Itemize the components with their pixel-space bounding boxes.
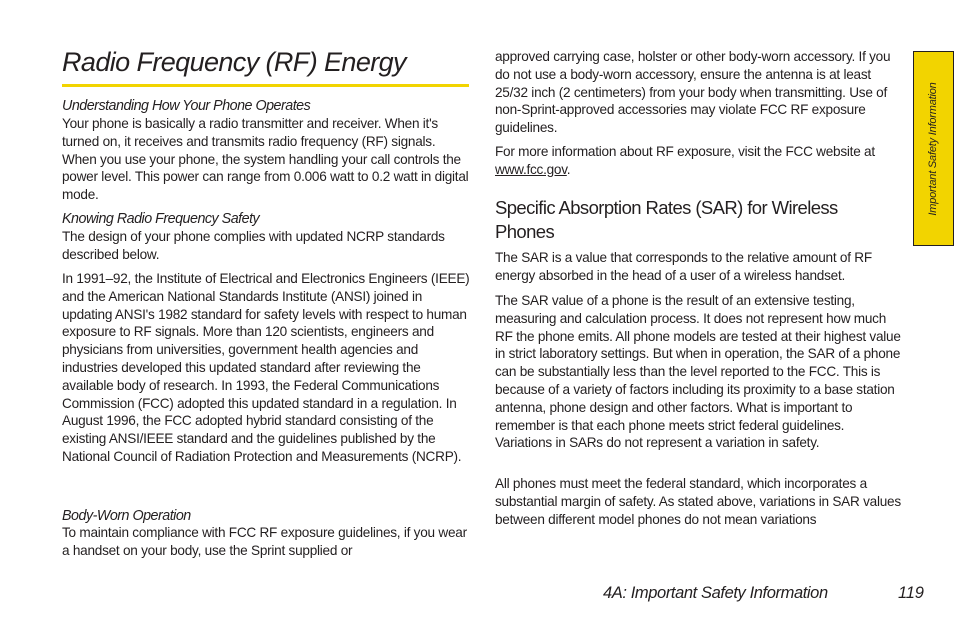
side-tab	[913, 51, 954, 246]
side-tab-label: Important Safety Information	[927, 82, 939, 216]
heading-understanding: Understanding How Your Phone Operates	[62, 98, 311, 114]
page-title: Radio Frequency (RF) Energy	[62, 47, 406, 77]
heading-knowing-rf-safety: Knowing Radio Frequency Safety	[62, 211, 260, 227]
more-info-text: For more information about RF exposure, visit the FCC website at	[495, 144, 875, 159]
fcc-website-link[interactable]: www.fcc.gov	[495, 161, 567, 177]
more-info-period: .	[566, 161, 571, 177]
page-number: 119	[898, 584, 924, 602]
paragraph-ncrp-standards: The design of your phone complies with updated NCRP standards described below.	[62, 229, 445, 262]
paragraph-more-info	[495, 143, 903, 179]
body-worn-text-post: from your body when transmitting. Use of non-Sprint-approved accessories may violate FCC RF exposure guidelines.	[495, 84, 888, 136]
paragraph-sar-federal-standard: All phones must meet the federal standard, which incorporates a substantial margin of safety. As stated above, variations in SAR values between different model phones do not mean variations	[495, 476, 901, 527]
distance-measurement: 25/32 inch (2 centimeters)	[495, 84, 646, 100]
title-underline	[62, 84, 469, 87]
paragraph-ieee-history: In 1991–92, the Institute of Electrical and Electronics Engineers (IEEE) and the American National Standards Institute (ANSI) joined in updating ANSI's 1982 standard for safety levels with respect to human exposure to RF signals. More than 120 scientists, engineers and physicians from universities, government health agencies and industries developed this updated standard after reviewing the available body of research. In 1993, the Federal Communications Commission (FCC) adopted this updated standard in a regulation. In August 1996, the FCC adopted hybrid standard consisting of the existing ANSI/IEEE standard and the guidelines published by the National Council of Radiation Protection and Measurements (NCRP).	[62, 271, 470, 464]
paragraph-body-worn-start: To maintain compliance with FCC RF exposure guidelines, if you wear a handset on your body, use the Sprint supplied or	[62, 525, 467, 558]
paragraph-understanding: Your phone is basically a radio transmitter and receiver. When it's turned on, it receives and transmits radio frequency (RF) signals. When you use your phone, the system handling your call controls the power level. This power can range from 0.006 watt to 0.2 watt in digital mode.	[62, 116, 469, 203]
paragraph-sar-testing: The SAR value of a phone is the result of an extensive testing, measuring and calculation process. It does not represent how much RF the phone emits. All phone models are tested at their highest value in strict laboratory settings. But when in operation, the SAR of a phone can be substantially less than the level reported to the FCC. This is because of a variety of factors including its proximity to a base station antenna, phone design and other factors. What is important to remember is that each phone meets strict federal guidelines. Variations in SARs do not represent a variation in safety.	[495, 293, 901, 451]
body-worn-text-pre: approved carrying case, holster or other body-worn accessory. If you do not use a body-worn accessory, ensure the antenna is at least	[495, 49, 891, 82]
heading-sar: Specific Absorption Rates (SAR) for Wireless Phones	[495, 197, 838, 242]
paragraph-sar-definition: The SAR is a value that corresponds to the relative amount of RF energy absorbed in the head of a user of a wireless handset.	[495, 250, 872, 283]
paragraph-body-worn-continued	[495, 48, 903, 137]
heading-body-worn: Body-Worn Operation	[62, 508, 191, 524]
footer-section-title: 4A: Important Safety Information	[603, 584, 828, 602]
